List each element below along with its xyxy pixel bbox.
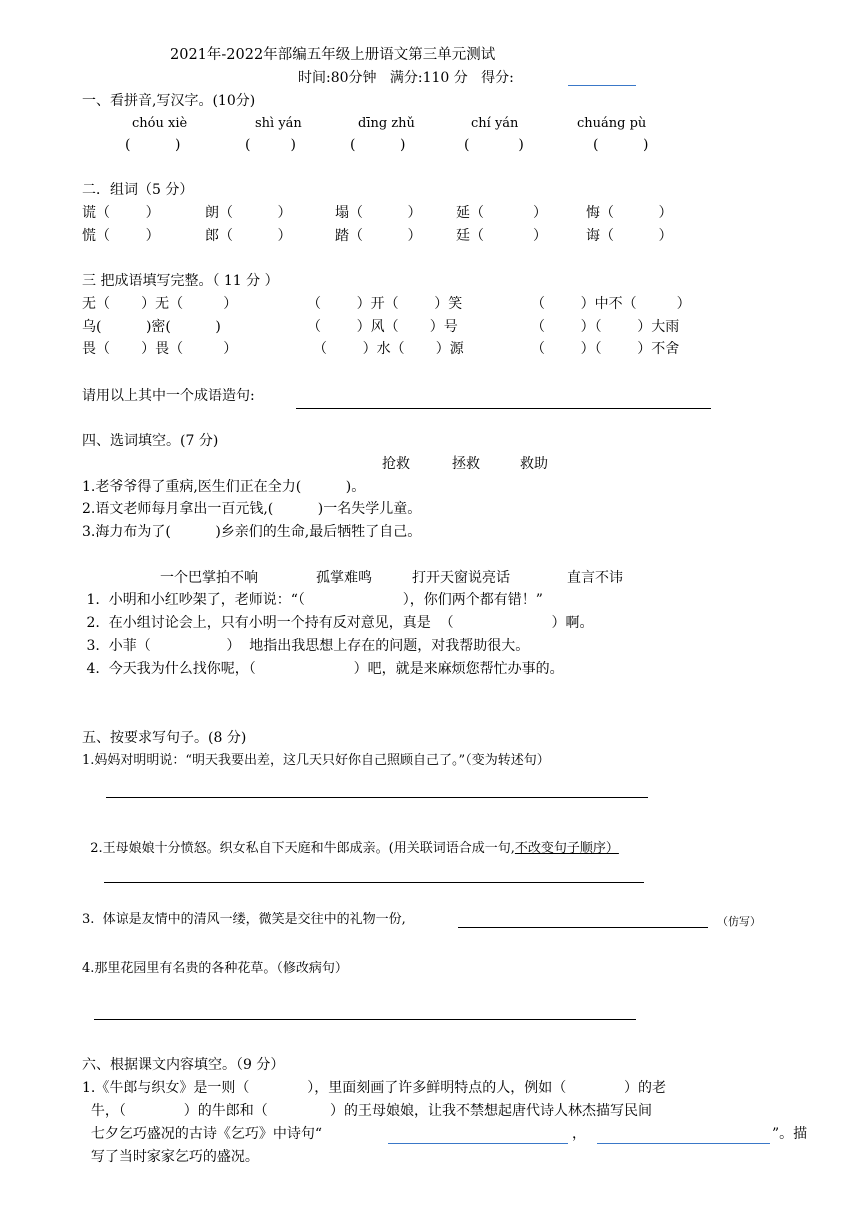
pinyin-4: chí yán	[471, 116, 519, 131]
rewrite-item-1: 1.妈妈对明明说：“明天我要出差，这几天只好你自己照顾自己了。”（变为转述句）	[82, 753, 550, 768]
word-group-item[interactable]: 谎（ ）	[82, 205, 160, 221]
word-group-item[interactable]: 郎（ ）	[205, 228, 292, 244]
idiom-item[interactable]: 乌( )密( )	[82, 319, 221, 335]
word-group-item[interactable]: 诲（ ）	[586, 228, 673, 244]
idiom-item[interactable]: （ ）中不（ ）	[531, 296, 691, 312]
word-group-item[interactable]: 延（ ）	[456, 205, 547, 221]
sentence-prompt: 请用以上其中一个成语造句:	[82, 388, 255, 404]
answer-line-3[interactable]	[458, 927, 708, 928]
idiom-item[interactable]: （ ）（ ）不舍	[531, 341, 680, 357]
idiom-option: 孤掌难鸣	[316, 570, 372, 586]
word-group-item[interactable]: 踏（ ）	[335, 228, 422, 244]
section-6-heading: 六、根据课文内容填空。（9 分）	[82, 1057, 285, 1073]
answer-blank-1[interactable]: ( )	[125, 137, 181, 153]
answer-line-2[interactable]	[104, 882, 644, 883]
page-title: 2021年-2022年部编五年级上册语文第三单元测试	[170, 47, 496, 63]
answer-blank-2[interactable]: ( )	[245, 137, 296, 153]
rewrite-item-4: 4.那里花园里有名贵的各种花草。（修改病句）	[82, 961, 348, 976]
word-option: 救助	[520, 456, 548, 472]
idiom-option: 一个巴掌拍不响	[160, 570, 258, 586]
idiom-option: 打开天窗说亮话	[412, 570, 510, 586]
pinyin-3: dīng zhǔ	[358, 116, 415, 131]
pinyin-2: shì yán	[255, 116, 302, 131]
fill-item[interactable]: 1. 小明和小红吵架了，老师说：“（ ），你们两个都有错！”	[82, 592, 543, 608]
rewrite-item-2-requirement: 不改变句子顺序）	[514, 841, 619, 856]
reading-line[interactable]: 牛，（ ）的牛郎和（ ）的王母娘娘，让我不禁想起唐代诗人林杰描写民间	[82, 1103, 653, 1119]
fill-item[interactable]: 3. 小菲（ ） 地指出我思想上存在的问题，对我帮助很大。	[82, 638, 530, 654]
reading-comma: ，	[572, 1126, 586, 1142]
reading-line[interactable]: 1.《牛郎与织女》是一则（ ），里面刻画了许多鲜明特点的人，例如（ ）的老	[82, 1080, 667, 1096]
section-1-heading: 一、看拼音,写汉字。(10分)	[82, 93, 256, 109]
sentence-answer-line[interactable]	[296, 408, 711, 409]
fill-item[interactable]: 2. 在小组讨论会上，只有小明一个持有反对意见，真是 （ ）啊。	[82, 615, 594, 631]
fill-item[interactable]: 4. 今天我为什么找你呢，（ ）吧，就是来麻烦您帮忙办事的。	[82, 661, 564, 677]
section-5-heading: 五、按要求写句子。(8 分)	[82, 730, 247, 746]
word-group-item[interactable]: 朗（ ）	[205, 205, 292, 221]
word-option: 抢救	[382, 456, 410, 472]
pinyin-1: chóu xiè	[132, 116, 188, 131]
reading-line-end: ”。描	[772, 1126, 808, 1142]
word-group-item[interactable]: 廷（ ）	[456, 228, 547, 244]
exam-meta: 时间:80分钟 满分:110 分 得分:	[298, 70, 514, 86]
fill-item[interactable]: 3.海力布为了( )乡亲们的生命,最后牺牲了自己。	[82, 524, 422, 540]
poem-blank-2[interactable]	[597, 1143, 770, 1144]
rewrite-item-2-text: 2.王母娘娘十分愤怒。织女私自下天庭和牛郎成亲。(用关联词语合成一句,	[90, 841, 515, 856]
imitate-note: （仿写）	[717, 915, 761, 928]
reading-line: 写了当时家家乞巧的盛况。	[82, 1149, 259, 1165]
idiom-option: 直言不讳	[567, 570, 623, 586]
fill-item[interactable]: 2.语文老师每月拿出一百元钱,( )一名失学儿童。	[82, 501, 422, 517]
idiom-item[interactable]: （ ）风（ ）号	[307, 319, 458, 335]
idiom-item[interactable]: （ ）开（ ）笑	[307, 296, 463, 312]
fill-item[interactable]: 1.老爷爷得了重病,医生们正在全力( )。	[82, 479, 366, 495]
poem-blank-1[interactable]	[388, 1143, 568, 1144]
pinyin-5: chuáng pù	[577, 116, 647, 131]
idiom-item[interactable]: 无（ ）无（ ）	[82, 296, 238, 312]
reading-line-start: 七夕乞巧盛况的古诗《乞巧》中诗句“	[82, 1126, 323, 1142]
section-4-heading: 四、选词填空。(7 分)	[82, 433, 219, 449]
rewrite-item-3: 3. 体谅是友情中的清风一缕，微笑是交往中的礼物一份,	[82, 912, 406, 927]
rewrite-item-2	[82, 822, 619, 858]
word-option: 拯救	[452, 456, 480, 472]
word-group-item[interactable]: 塌（ ）	[335, 205, 422, 221]
word-group-item[interactable]: 慌（ ）	[82, 228, 160, 244]
score-blank[interactable]	[568, 85, 636, 86]
answer-blank-3[interactable]: ( )	[350, 137, 406, 153]
word-group-item[interactable]: 悔（ ）	[586, 205, 673, 221]
idiom-item[interactable]: （ ）（ ）大雨	[531, 319, 680, 335]
answer-line-4[interactable]	[94, 1019, 636, 1020]
section-2-heading: 二．组词（5 分）	[82, 182, 194, 198]
answer-line-1[interactable]	[106, 797, 648, 798]
answer-blank-4[interactable]: ( )	[464, 137, 524, 153]
idiom-item[interactable]: （ ）水（ ）源	[313, 341, 464, 357]
section-3-heading: 三 把成语填写完整。（ 11 分 ）	[82, 273, 279, 289]
answer-blank-5[interactable]: ( )	[593, 137, 649, 153]
idiom-item[interactable]: 畏（ ）畏（ ）	[82, 341, 238, 357]
